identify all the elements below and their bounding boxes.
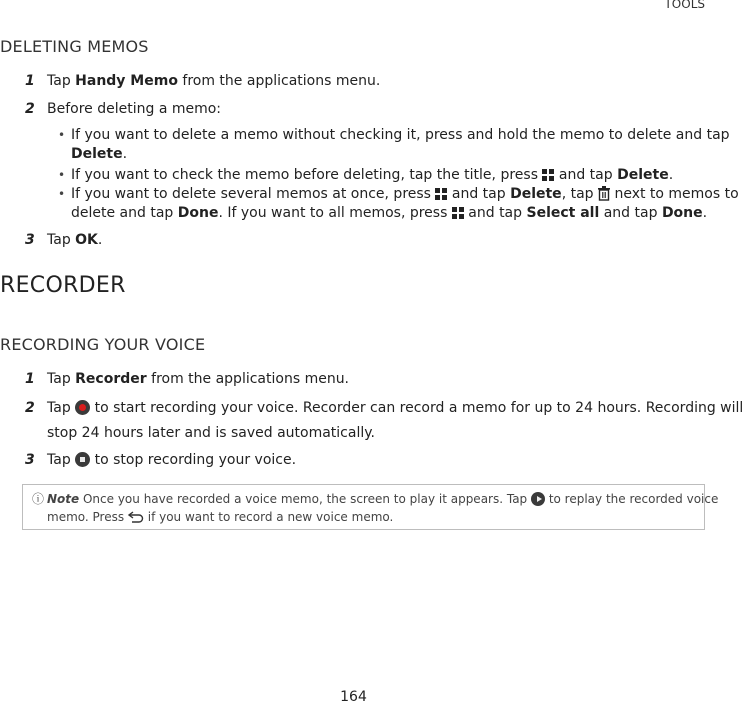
back-icon bbox=[128, 511, 144, 528]
step-text: stop 24 hours later and is saved automatically. bbox=[47, 425, 375, 441]
menu-grid-icon bbox=[542, 169, 554, 181]
step-text-post: to stop recording your voice. bbox=[90, 452, 297, 468]
step-text-post: from the applications menu. bbox=[146, 371, 350, 387]
done-label: Done bbox=[177, 205, 219, 221]
bullet-text-post: . bbox=[702, 205, 708, 221]
note-box bbox=[22, 484, 719, 530]
handy-memo-label: Handy Memo bbox=[75, 73, 178, 89]
bullet-text bbox=[71, 185, 739, 206]
deleting-memos-heading: DELETING MEMOS bbox=[0, 37, 149, 56]
step-text-post: . bbox=[97, 232, 103, 248]
bullet-text-mid: and tap bbox=[447, 186, 511, 202]
delete-label: Delete bbox=[617, 167, 669, 183]
stop-icon bbox=[75, 452, 90, 467]
step-text-pre: Tap bbox=[47, 73, 76, 89]
bullet-text-mid: and tap bbox=[554, 167, 618, 183]
note-text: memo. Press bbox=[47, 510, 128, 524]
record-icon bbox=[75, 400, 90, 415]
step-number: 2 bbox=[25, 400, 35, 416]
step-text bbox=[47, 231, 102, 250]
step-text bbox=[47, 370, 349, 389]
delete-label: Delete bbox=[510, 186, 562, 202]
step-text-pre: Tap bbox=[47, 452, 76, 468]
step-text-post: to start recording your voice. Recorder can record a memo for up to 24 hours. Recording will bbox=[90, 400, 743, 416]
step-text-pre: Tap bbox=[47, 400, 76, 416]
step-text bbox=[47, 399, 743, 418]
note-text: to replay the recorded voice bbox=[545, 492, 719, 506]
note-line bbox=[47, 491, 718, 508]
step-text-pre: Tap bbox=[47, 232, 76, 248]
play-icon bbox=[531, 492, 545, 506]
info-icon: ⓘ bbox=[32, 492, 45, 506]
bullet-text-mid: and tap bbox=[599, 205, 662, 221]
bullet-text-mid: . If you want to all memos, press bbox=[218, 205, 452, 221]
recorder-label: Recorder bbox=[75, 371, 147, 387]
bullet-text-post: . bbox=[668, 167, 674, 183]
bullet-text-pre: If you want to delete several memos at once, press bbox=[71, 186, 436, 202]
bullet-text-pre: delete and tap bbox=[71, 205, 178, 221]
bullet-text-post: next to memos to bbox=[610, 186, 739, 202]
recording-voice-heading: RECORDING YOUR VOICE bbox=[0, 335, 206, 354]
bullet-text-pre: If you want to check the memo before deleting, tap the title, press bbox=[71, 167, 543, 183]
step-number: 1 bbox=[25, 371, 35, 387]
ok-label: OK bbox=[75, 232, 98, 248]
step-text bbox=[47, 451, 296, 470]
step-number: 3 bbox=[25, 452, 35, 468]
bullet-text bbox=[71, 204, 707, 223]
note-label: Note bbox=[47, 492, 80, 506]
step-text bbox=[47, 72, 380, 91]
menu-grid-icon bbox=[435, 188, 447, 200]
recorder-heading: RECORDER bbox=[0, 273, 126, 298]
bullet-text-mid: , tap bbox=[561, 186, 598, 202]
bullet-text bbox=[71, 145, 127, 164]
bullet-text bbox=[71, 166, 673, 185]
delete-label: Delete bbox=[71, 146, 123, 162]
menu-grid-icon bbox=[452, 207, 464, 219]
bullet: • bbox=[58, 168, 66, 182]
bullet-text: If you want to delete a memo without checking it, press and hold the memo to delete and tap bbox=[71, 127, 730, 143]
step-number: 1 bbox=[25, 73, 35, 89]
note-text: Once you have recorded a voice memo, the screen to play it appears. Tap bbox=[79, 492, 531, 506]
note-line bbox=[47, 509, 393, 528]
step-text-post: from the applications menu. bbox=[177, 73, 381, 89]
bullet: • bbox=[58, 128, 66, 142]
select-all-label: Select all bbox=[526, 205, 600, 221]
bullet-text-post: . bbox=[122, 146, 128, 162]
page-number: 164 bbox=[340, 689, 367, 705]
bullet-text-mid: and tap bbox=[463, 205, 527, 221]
step-text: Before deleting a memo: bbox=[47, 101, 222, 117]
step-number: 2 bbox=[25, 101, 35, 117]
step-text-pre: Tap bbox=[47, 371, 76, 387]
trash-icon bbox=[598, 186, 610, 206]
step-number: 3 bbox=[25, 232, 35, 248]
done-label: Done bbox=[661, 205, 703, 221]
section-header: TOOLS bbox=[664, 0, 705, 11]
note-text: if you want to record a new voice memo. bbox=[143, 510, 394, 524]
bullet: • bbox=[58, 187, 66, 201]
